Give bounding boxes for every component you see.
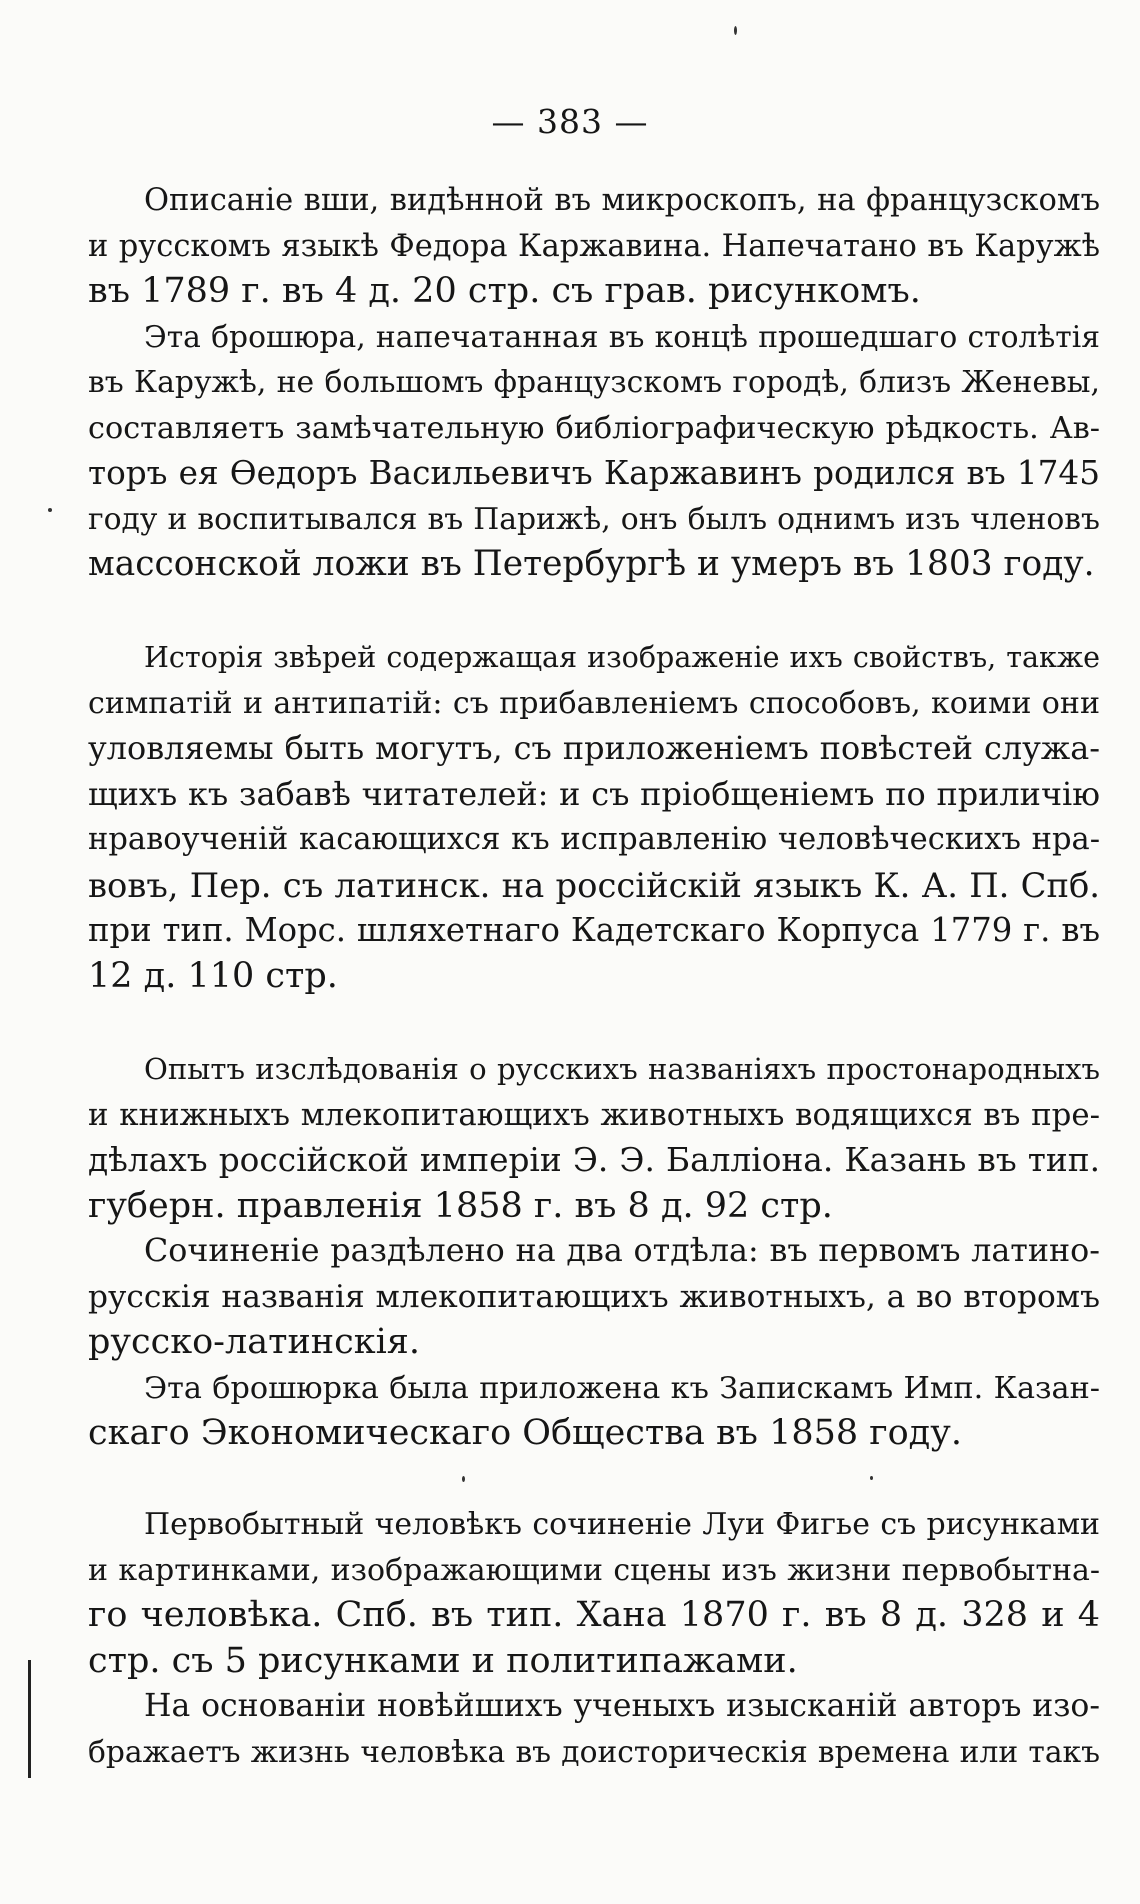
text-line: и книжныхъ млекопитающихъ животныхъ водящихся въ пре-	[88, 1096, 1100, 1133]
text-line: Эта брошюра, напечатанная въ концѣ прошедшаго столѣтія	[144, 319, 1100, 355]
text-line: нравоученій касающихся къ исправленію человѣческихъ нра-	[88, 822, 1100, 857]
entry-primitive-man	[88, 1502, 1100, 1775]
scan-speck	[462, 1476, 465, 1482]
scan-speck	[870, 1476, 873, 1480]
text-line: составляетъ замѣчательную библіографическую рѣдкость. Ав-	[88, 410, 1100, 446]
text-line: году и воспитывался въ Парижѣ, онъ былъ однимъ изъ членовъ	[88, 501, 1100, 537]
text-line: въ 1789 г. въ 4 д. 20 стр. съ грав. рисункомъ.	[88, 271, 921, 311]
entry-title-line: Исторія звѣрей содержащая изображеніе ихъ свойствъ, также	[144, 640, 1100, 674]
text-line: въ Каружѣ, не большомъ французскомъ городѣ, близъ Женевы,	[88, 365, 1100, 400]
text-line: при тип. Морс. шляхетнаго Кадетскаго Корпуса 1779 г. въ	[88, 911, 1100, 949]
text-line: щихъ къ забавѣ читателей: и съ пріобщеніемъ по приличію	[88, 774, 1100, 813]
text-line: стр. съ 5 рисунками и политипажами.	[88, 1640, 798, 1681]
text-line: русскія названія млекопитающихъ животныхъ, а во второмъ	[88, 1278, 1100, 1315]
entry-karzhavin	[88, 178, 1100, 588]
text-line: 12 д. 110 стр.	[88, 955, 338, 996]
text-line: уловляемы быть могутъ, съ приложеніемъ повѣстей служа-	[88, 729, 1100, 767]
text-line: вовъ, Пер. съ латинск. на россійскій языкъ К. А. П. Спб.	[88, 865, 1100, 905]
text-line: губерн. правленія 1858 г. въ 8 д. 92 стр.	[88, 1185, 833, 1226]
scan-speck	[734, 26, 737, 35]
text-line: массонской ложи въ Петербургѣ и умеръ въ 1803 году.	[88, 544, 1095, 584]
text-line: На основаніи новѣйшихъ ученыхъ изысканій авторъ изо-	[144, 1688, 1100, 1724]
text-line: дѣлахъ россійской имперіи Э. Э. Балліона. Казань въ тип.	[88, 1141, 1100, 1179]
text-line: Сочиненіе раздѣлено на два отдѣла: въ первомъ латино-	[144, 1233, 1100, 1269]
text-line: и русскомъ языкѣ Федора Каржавина. Напечатано въ Каружѣ	[88, 228, 1100, 264]
entry-history-of-beasts	[88, 635, 1100, 999]
text-line: Эта брошюрка была приложена къ Запискамъ Имп. Казан-	[144, 1370, 1100, 1406]
text-line: торъ ея Ѳедоръ Васильевичъ Каржавинъ родился въ 1745	[88, 454, 1100, 492]
scan-speck	[48, 508, 52, 512]
text-line: русско-латинскія.	[88, 1322, 420, 1362]
entry-title-line: Описаніе вши, видѣнной въ микроскопъ, на французскомъ	[144, 183, 1100, 218]
text-line: симпатій и антипатій: съ прибавленіемъ способовъ, коими они	[88, 685, 1100, 721]
text-line: скаго Экономическаго Общества въ 1858 году.	[88, 1413, 962, 1453]
text-line: го человѣка. Спб. въ тип. Хана 1870 г. въ 8 д. 328 и 4	[88, 1595, 1100, 1635]
page-number: — 383 —	[491, 102, 649, 141]
entry-ballion-study	[88, 1047, 1100, 1457]
text-line: и картинками, изображающими сцены изъ жизни первобытна-	[88, 1552, 1100, 1588]
text-line: бражаетъ жизнь человѣка въ доисторическія времена или такъ	[88, 1734, 1100, 1770]
entry-title-line: Опытъ изслѣдованія о русскихъ названіяхъ простонародныхъ	[144, 1052, 1100, 1086]
entry-title-line: Первобытный человѣкъ сочиненіе Луи Фигье съ рисунками	[144, 1507, 1100, 1542]
binding-edge-mark	[28, 1660, 31, 1778]
